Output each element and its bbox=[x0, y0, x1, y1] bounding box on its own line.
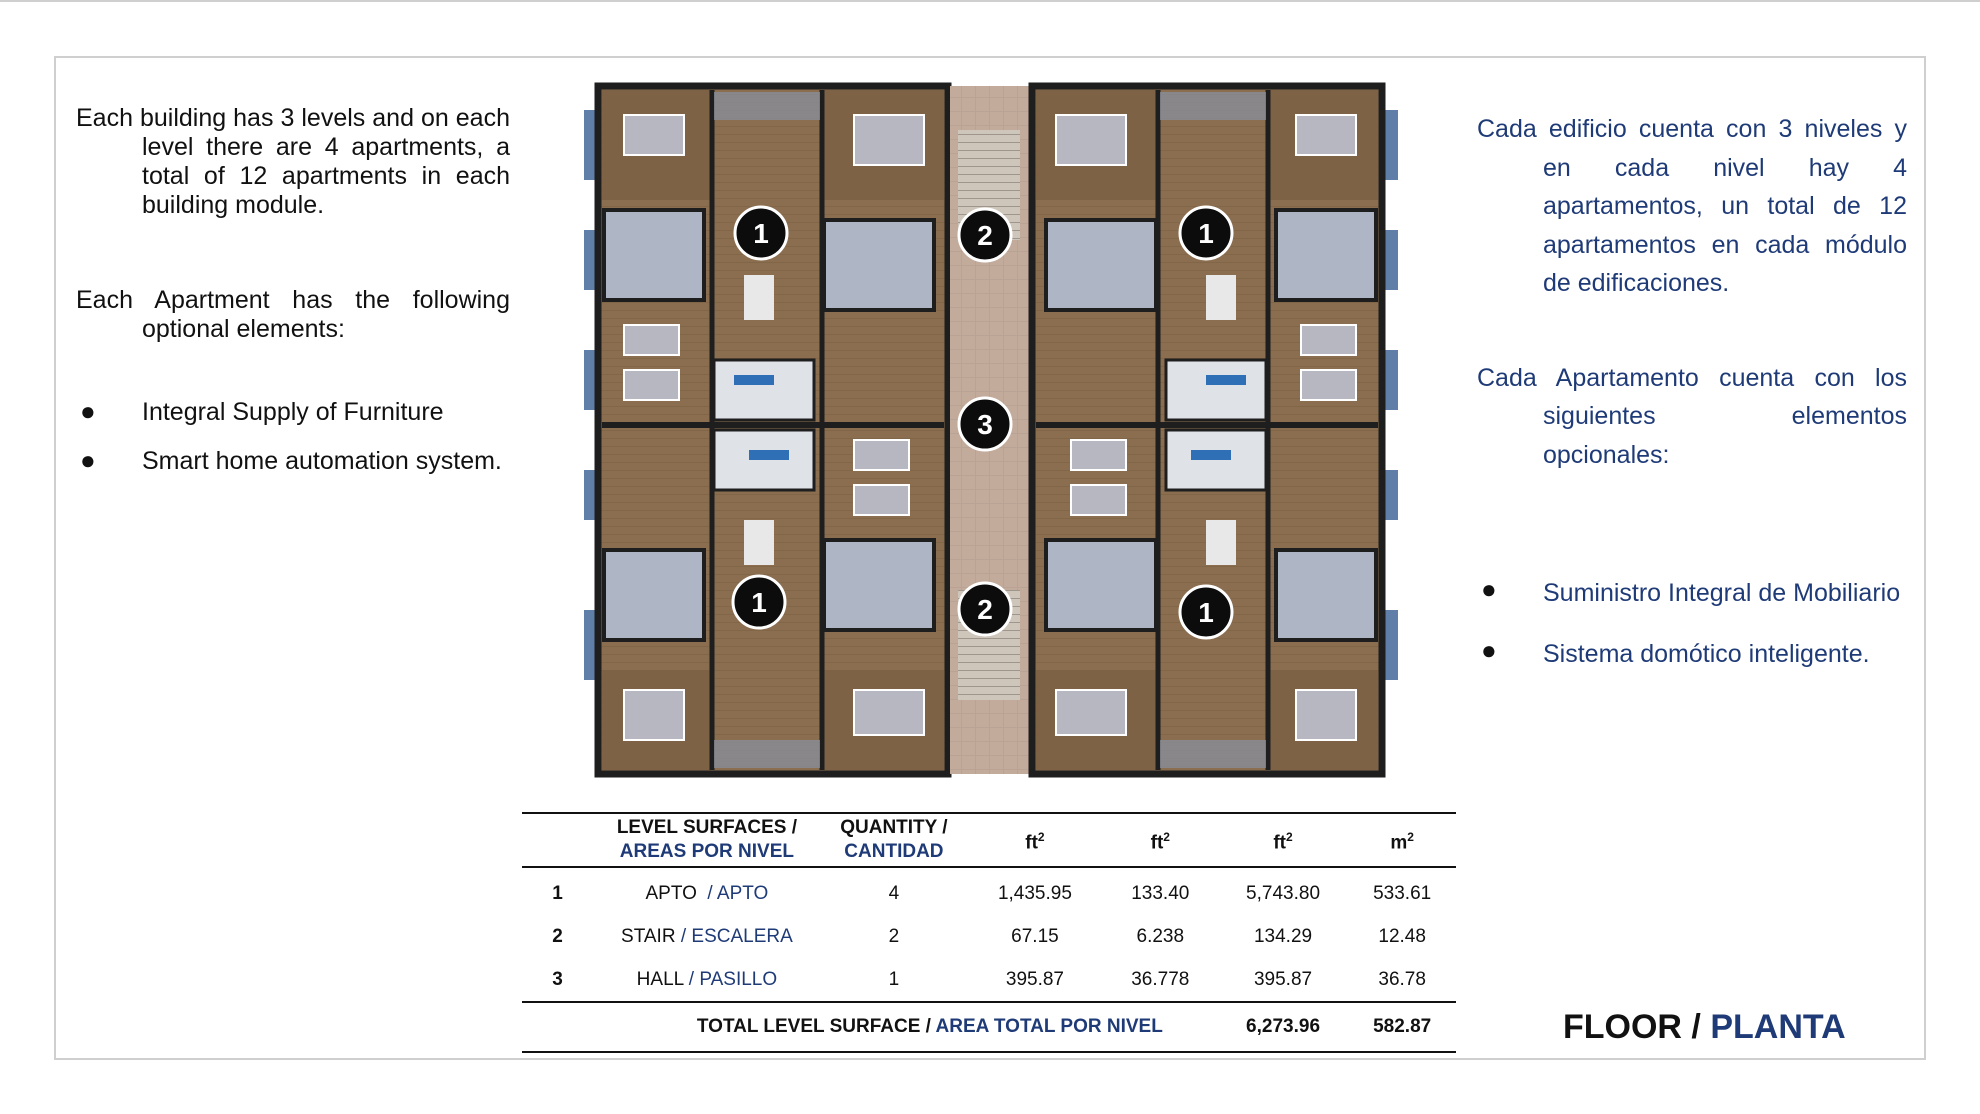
english-bullet-list bbox=[76, 398, 510, 476]
header-level-surfaces: LEVEL SURFACES / AREAS POR NIVEL bbox=[593, 813, 821, 867]
svg-text:1: 1 bbox=[751, 587, 767, 618]
table-row: 2 STAIR / ESCALERA 2 67.15 6.238 134.29 12.48 bbox=[552, 925, 1426, 947]
spanish-bullet-item bbox=[1477, 635, 1907, 674]
svg-text:1: 1 bbox=[1198, 218, 1214, 249]
bullet-dot-icon: ● bbox=[80, 396, 96, 426]
english-bullet-item bbox=[76, 447, 510, 476]
english-description bbox=[76, 104, 510, 496]
header-ft2: $ft^2$ bbox=[1103, 813, 1218, 867]
total-label: TOTAL LEVEL SURFACE / AREA TOTAL POR NIVEL bbox=[522, 1002, 1218, 1052]
header-quantity: QUANTITY / CANTIDAD bbox=[821, 813, 967, 867]
marker-apartment bbox=[733, 576, 785, 628]
table-row: 3 HALL / PASILLO 1 395.87 36.778 395.87 36.78 bbox=[552, 968, 1426, 990]
spanish-bullet-item bbox=[1477, 574, 1907, 613]
svg-text:3: 3 bbox=[977, 409, 993, 440]
header-ft2: $ft^2$ bbox=[967, 813, 1103, 867]
marker-hall bbox=[959, 398, 1011, 450]
spanish-bullet-list bbox=[1477, 574, 1907, 673]
marker-apartment bbox=[735, 207, 787, 259]
svg-text:1: 1 bbox=[1198, 597, 1214, 628]
bullet-text: Smart home automation system. bbox=[142, 447, 502, 475]
bullet-text: Suministro Integral de Mobiliario bbox=[1543, 579, 1901, 607]
bullet-dot-icon: ● bbox=[1481, 574, 1497, 604]
marker-apartment bbox=[1180, 586, 1232, 638]
english-paragraph-levels: Each building has 3 levels and on each level there are 4 apartments, a total of 12 apartments in each building module. bbox=[76, 104, 510, 219]
level-surfaces-table bbox=[522, 812, 1456, 1053]
marker-stair bbox=[959, 209, 1011, 261]
spanish-description bbox=[1477, 110, 1907, 695]
header-ft2: $ft^2$ bbox=[1218, 813, 1349, 867]
floor-plan-illustration bbox=[584, 70, 1398, 788]
svg-text:2: 2 bbox=[977, 594, 993, 625]
bullet-text: Sistema domótico inteligente. bbox=[1543, 639, 1870, 668]
left-building bbox=[598, 86, 948, 774]
marker-apartment bbox=[1180, 207, 1232, 259]
table-row: 1 APTO / APTO 4 1,435.95 133.40 5,743.80 533.61 bbox=[552, 882, 1432, 904]
right-building bbox=[1032, 86, 1382, 774]
bullet-text: Integral Supply of Furniture bbox=[142, 398, 444, 426]
header-m2: $m^2$ bbox=[1348, 813, 1456, 867]
total-m2: 582.87 bbox=[1348, 1002, 1456, 1052]
total-ft2: 6,273.96 bbox=[1218, 1002, 1349, 1052]
bullet-dot-icon: ● bbox=[80, 445, 96, 475]
floor-label: FLOOR / PLANTA bbox=[1563, 1008, 1846, 1046]
marker-stair bbox=[959, 583, 1011, 635]
spanish-paragraph-optional: Cada Apartamento cuenta con los siguientes elementos opcionales: bbox=[1477, 363, 1907, 469]
svg-text:1: 1 bbox=[753, 218, 769, 249]
bullet-dot-icon: ● bbox=[1481, 634, 1497, 665]
table-header-row bbox=[522, 813, 1456, 867]
spanish-paragraph-levels: Cada edificio cuenta con 3 niveles y en cada nivel hay 4 apartamentos, un total de 12 apartamentos en cada módulo de edificaciones. bbox=[1477, 115, 1907, 297]
table-total-row bbox=[522, 1002, 1456, 1052]
english-paragraph-optional: Each Apartment has the following optional elements: bbox=[76, 286, 510, 343]
svg-text:2: 2 bbox=[977, 220, 993, 251]
english-bullet-item bbox=[76, 398, 510, 427]
top-rule bbox=[0, 0, 1980, 2]
